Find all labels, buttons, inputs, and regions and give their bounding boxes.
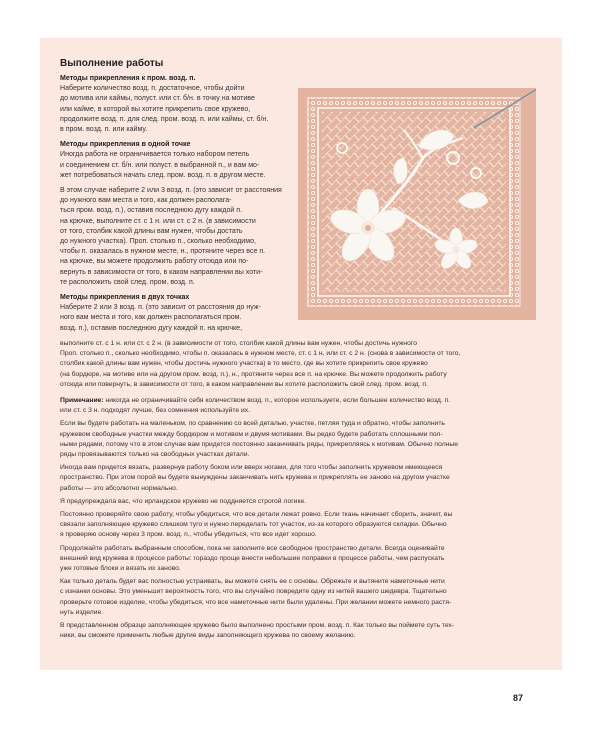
text-line: или кайме, в которой вы хотите прикрепить свое кружево,: [60, 105, 251, 113]
text-line: или ст. с 3 н. подходят лучше, без сомнения используйте их.: [60, 407, 251, 415]
text-line: выполните ст. с 1 н. или ст. с 2 н. (в зависимости от того, столбик какой длины вам нужен, чтобы достичь нужного: [60, 340, 417, 347]
text-line: ники, вы сможете применить любые другие виды заполняющего кружева по своему желанию.: [60, 632, 356, 640]
note: [60, 396, 544, 406]
text-line: Постоянно проверяйте свою работу, чтобы убедиться, что все детали лежат ровно. Если ткань начинает сборить, значит, вы: [60, 511, 453, 519]
text-line: работы — это абсолютно нормально.: [60, 484, 178, 492]
text-line: вернуть в зависимости от того, в каком направлении вы хоти-: [60, 268, 263, 276]
text-line: я проверяю основу через 3 пром. возд. п., чтобы убедиться, что все идет хорошо.: [60, 531, 317, 539]
text-line: отсюда или повернуть, в зависимости от того, в каком направлении вы хотите расположить свой след. пром. возд. п.: [60, 380, 428, 388]
text-line: В этом случае наберите 2 или 3 возд. п. (это зависит от расстояния: [60, 187, 282, 195]
note-label: Примечание:: [60, 397, 104, 405]
text-line: ными рядами, потому что в этом случае вам придется постоянно заканчивать ряды, прикрепляясь к мотивам. Обычно полные: [60, 440, 458, 448]
section-attach-chain: [60, 74, 296, 334]
text-line: ться пром. возд. п.), оставив последнюю дугу каждой п.: [60, 207, 243, 215]
text-line: с изнанки основы. Это уменьшит вероятность того, что вы случайно повредите одну из нитей вашего шедевра. Тщательно: [60, 588, 447, 596]
text-line: жет потребоваться начать след. пром. возд. п. в другом месте.: [60, 171, 266, 179]
subheading: Методы прикрепления в одной точке: [60, 141, 191, 149]
text-line: связали заполняющее кружево слишком туго и нужно переделать тот участок, из-за которого образуются складки. Обычно: [60, 521, 447, 529]
text-line: пространство. При этом порой вы будете вынуждены заканчивать нить кружева и прикреплять ее заново на другом участке: [60, 474, 450, 482]
text-line: чтобы п. оказалась в нужном месте, н., протяните через все п.: [60, 248, 266, 256]
text-line: проверьте готовое изделие, чтобы убедиться, что все наметочные нити были удалены. При желании можете немного растя-: [60, 598, 452, 606]
text-line: Наберите 2 или 3 возд. п. (это зависит от расстояния до нуж-: [60, 304, 261, 312]
text-line: ряды провязываются только на свободных участках детали.: [60, 451, 250, 459]
text-line: на крючке, вы можете продолжить работу отсюда или по-: [60, 258, 249, 266]
text-line: Проп. столько п., сколько необходимо, чтобы п. оказалась в нужном месте, ст. с 1 н. или ст. с 2 н. (снова в зависимости от того,: [60, 350, 461, 358]
text-line: ного вам места и того, как должен располагаться пром.: [60, 314, 242, 322]
page-number: 87: [513, 693, 524, 703]
text-line: В представленном образце заполняющее кружево было выполнено простыми пром. возд. п. Как только вы поймете суть тех-: [60, 622, 455, 630]
text-line: внешний вид кружева в процессе работы: гораздо проще внести небольшие поправки в процессе работы, чем распускать: [60, 554, 445, 562]
note-text: никогда не ограничивайте себя количеством возд. п., которое используете, если большее количество возд. п.: [103, 397, 451, 405]
text-line: Если вы будете работать на маленьком, по сравнению со всей деталью, участке, петляя туда и обратно, чтобы заполнить: [60, 420, 445, 428]
text-line: Я предупреждала вас, что ирландское кружево не поддняется строгой логике.: [60, 497, 307, 505]
text-line: в пром. возд. п. или кайму.: [60, 126, 148, 134]
text-line: нуть изделие.: [60, 608, 104, 616]
text-line: Как только деталь будет вас полностью устраивать, вы можете снять ее с основы. Обрежьте и вытяните наметочные нити: [60, 578, 445, 586]
subheading: Методы прикрепления в двух точках: [60, 294, 190, 302]
lace-photo: [298, 88, 536, 320]
text-line: до нужного вам места и того, как должен располага-: [60, 197, 232, 205]
section-attach-two-points: [60, 339, 544, 641]
text-line: Иногда вам придется вязать, развернув работу боком или вверх ногами, для того чтобы заполнить кружевом имеющееся: [60, 464, 443, 472]
text-line: (на бордюре, на мотиве или на другом пром. возд. п.), н., протяните через все п. на крючке. Вы можете продолжить работу: [60, 370, 447, 378]
text-line: и соединением ст. б/н. или полуст. в выбранной п., и вам мо-: [60, 161, 260, 169]
lace-illustration: [298, 88, 536, 320]
text-line: кружевом свободные участки между бордюром и мотивом и двумя мотивами. Вы редко будете работать сплошными пол-: [60, 430, 443, 438]
text-line: возд. п.), оставив последнюю дугу каждой п. на крючке,: [60, 324, 243, 332]
text-line: продолжите возд. п. для след. пром. возд. п. или каймы, ст. б/н.: [60, 115, 269, 123]
section-heading: Выполнение работы: [60, 58, 164, 69]
text-line: на крючке, выполните ст. с 1 н. или ст. с 2 н. (в зависимости: [60, 217, 256, 225]
text-line: до нужного участка). Проп. столько п., сколько необходимо,: [60, 238, 256, 246]
text-line: Наберите количество возд. п. достаточное, чтобы дойти: [60, 85, 245, 93]
subheading: Методы прикрепления к пром. возд. п.: [60, 75, 196, 82]
text-line: уже готовые блоки и вязать их заново.: [60, 565, 181, 573]
text-line: Иногда работа не ограничивается только набором петель: [60, 151, 250, 159]
text-line: до мотива или каймы, полуст. или ст. б/н. в точку на мотиве: [60, 95, 255, 103]
text-line: те расположить свой след. пром. возд. п.: [60, 278, 195, 286]
text-line: Продолжайте работать выбранным способом, пока не заполните все свободное пространство детали. Всегда оценивайте: [60, 544, 445, 552]
text-line: от того, столбик какой длины вам нужен, чтобы достать: [60, 227, 243, 235]
text-line: столбик какой длины вам нужен, чтобы достичь нужного участка) в то место, где вы хотите прикрепить свое кружево: [60, 360, 428, 368]
